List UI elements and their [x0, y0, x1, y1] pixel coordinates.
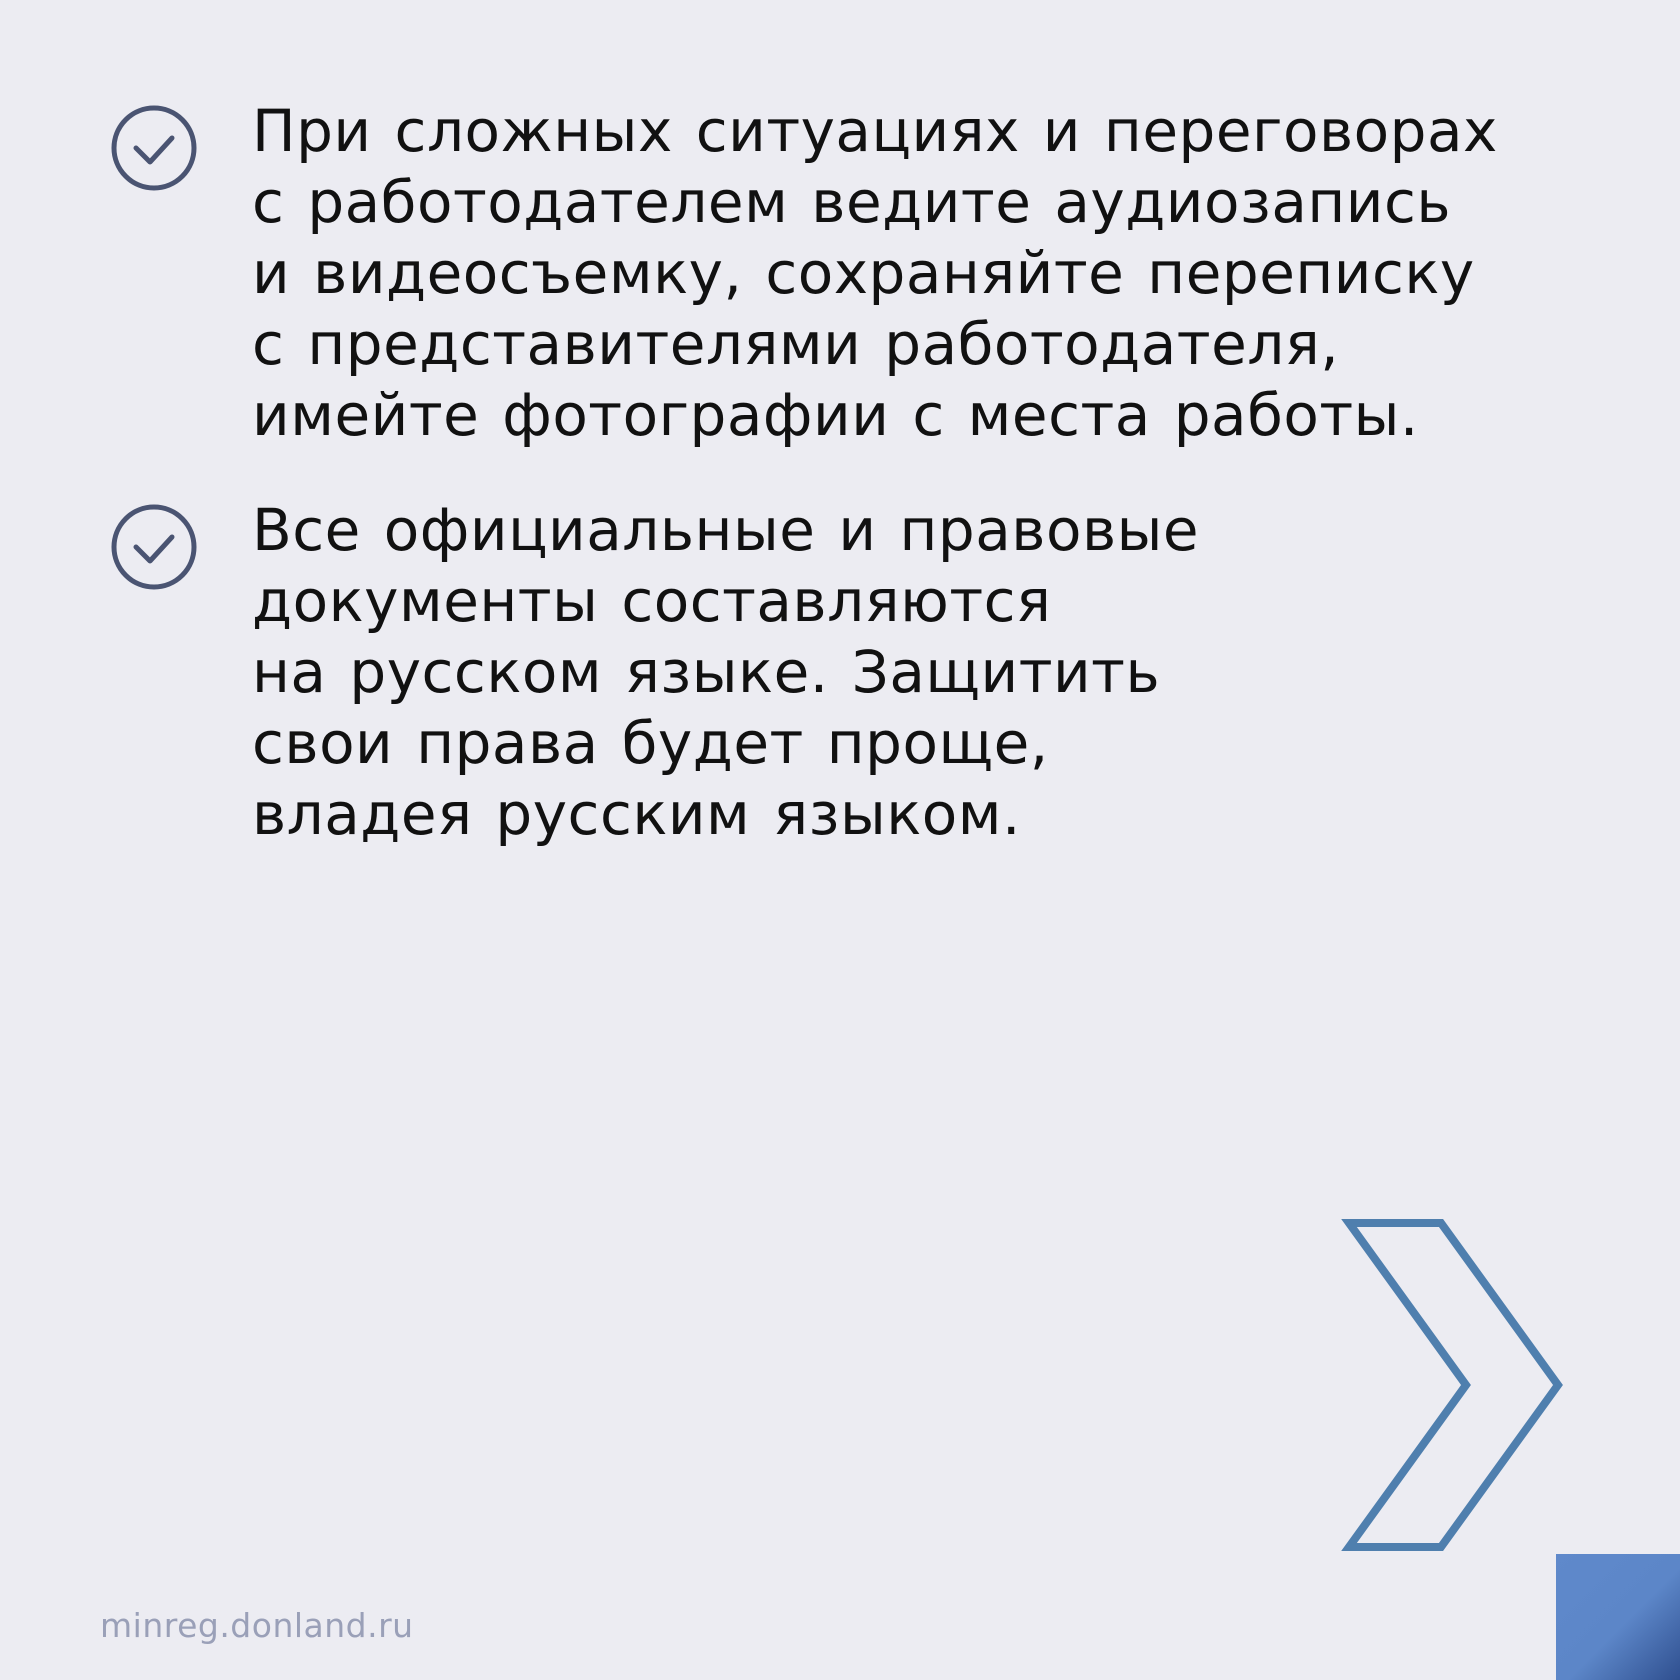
item-line: и видеосъемку, сохраняйте переписку [252, 239, 1475, 307]
item-line: с работодателем ведите аудиозапись [252, 168, 1452, 236]
item-line: Все официальные и правовые [252, 496, 1200, 564]
item-line: с представителями работодателя, [252, 310, 1340, 378]
item-text [252, 96, 1552, 451]
item-line: на русском языке. Защитить [252, 638, 1161, 706]
item-line: владея русским языком. [252, 780, 1021, 848]
corner-decoration [1556, 1554, 1680, 1680]
item-line: При сложных ситуациях и переговорах [252, 97, 1498, 165]
check-circle-icon [110, 503, 198, 591]
item-line: свои права будет проще, [252, 709, 1049, 777]
item-line: документы составляются [252, 567, 1052, 635]
check-circle-icon [110, 104, 198, 192]
footer-url: minreg.donland.ru [100, 1606, 414, 1645]
item-line: имейте фотографии с места работы. [252, 381, 1419, 449]
item-text [252, 495, 1552, 850]
chevron-right-icon [1340, 1218, 1570, 1552]
